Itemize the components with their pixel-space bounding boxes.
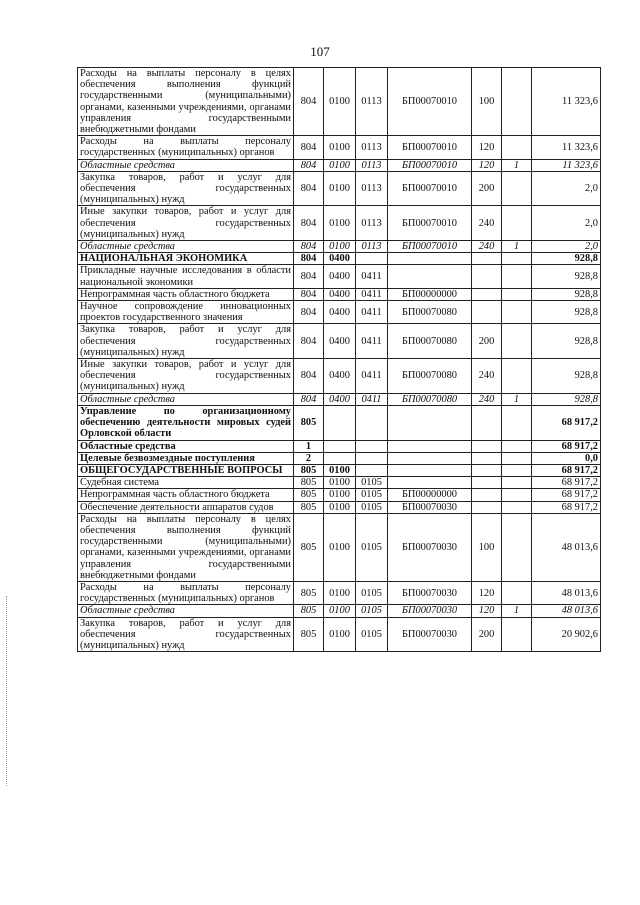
- cell-amount: 928,8: [532, 265, 601, 288]
- cell-grbs: 805: [294, 617, 324, 652]
- cell-source: [502, 265, 532, 288]
- cell-grbs: 805: [294, 581, 324, 604]
- table-row: [78, 440, 601, 452]
- cell-section: 0100: [324, 159, 356, 171]
- cell-amount: 11 323,6: [532, 136, 601, 159]
- cell-expense-type: 120: [472, 136, 502, 159]
- table-row: [78, 605, 601, 617]
- cell-expense-type: 120: [472, 581, 502, 604]
- cell-grbs: 804: [294, 359, 324, 394]
- row-name: Закупка товаров, работ и услуг для обеспечения государственных (муниципальных) нужд: [78, 617, 294, 652]
- cell-subsection: 0411: [356, 265, 388, 288]
- cell-expense-type: [472, 288, 502, 300]
- cell-target-article: БП00070080: [388, 359, 472, 394]
- cell-expense-type: 200: [472, 617, 502, 652]
- cell-amount: 2,0: [532, 241, 601, 253]
- cell-subsection: 0105: [356, 513, 388, 581]
- cell-grbs: 805: [294, 513, 324, 581]
- cell-source: 1: [502, 605, 532, 617]
- row-name: Целевые безвозмездные поступления: [78, 452, 294, 464]
- table-row: [78, 359, 601, 394]
- cell-subsection: 0113: [356, 68, 388, 136]
- cell-subsection: 0113: [356, 159, 388, 171]
- cell-section: 0100: [324, 617, 356, 652]
- cell-target-article: [388, 405, 472, 440]
- row-name: Прикладные научные исследования в области национальной экономики: [78, 265, 294, 288]
- cell-source: [502, 501, 532, 513]
- cell-expense-type: 100: [472, 513, 502, 581]
- cell-target-article: БП00070030: [388, 581, 472, 604]
- cell-subsection: 0105: [356, 581, 388, 604]
- table-row: [78, 68, 601, 136]
- table-row: [78, 617, 601, 652]
- row-name: Расходы на выплаты персоналу государственных (муниципальных) органов: [78, 136, 294, 159]
- cell-target-article: БП00070080: [388, 301, 472, 324]
- cell-grbs: 805: [294, 489, 324, 501]
- cell-target-article: [388, 253, 472, 265]
- cell-amount: 68 917,2: [532, 501, 601, 513]
- cell-source: [502, 171, 532, 206]
- cell-source: [502, 452, 532, 464]
- cell-subsection: 0411: [356, 324, 388, 359]
- cell-source: [502, 288, 532, 300]
- cell-section: 0400: [324, 359, 356, 394]
- table-row: [78, 405, 601, 440]
- cell-target-article: [388, 477, 472, 489]
- cell-source: [502, 581, 532, 604]
- cell-section: 0400: [324, 393, 356, 405]
- cell-section: 0100: [324, 489, 356, 501]
- cell-source: [502, 440, 532, 452]
- cell-expense-type: 240: [472, 241, 502, 253]
- cell-target-article: БП00070010: [388, 241, 472, 253]
- cell-source: [502, 477, 532, 489]
- table-row: [78, 513, 601, 581]
- cell-source: 1: [502, 159, 532, 171]
- table-row: [78, 452, 601, 464]
- scan-edge-marks: [6, 596, 9, 786]
- row-name: Расходы на выплаты персоналу государственных (муниципальных) органов: [78, 581, 294, 604]
- cell-amount: 0,0: [532, 452, 601, 464]
- cell-expense-type: [472, 477, 502, 489]
- cell-amount: 48 013,6: [532, 605, 601, 617]
- cell-amount: 928,8: [532, 359, 601, 394]
- cell-subsection: 0105: [356, 617, 388, 652]
- cell-target-article: БП00070030: [388, 513, 472, 581]
- row-name: Иные закупки товаров, работ и услуг для обеспечения государственных (муниципальных) нужд: [78, 206, 294, 241]
- cell-target-article: БП00070030: [388, 617, 472, 652]
- cell-section: [324, 405, 356, 440]
- cell-expense-type: [472, 464, 502, 476]
- row-name: Областные средства: [78, 393, 294, 405]
- row-name: Расходы на выплаты персоналу в целях обеспечения выполнения функций государственными (муниципальными) органами, казенными учреждениями, органами управления государственными внебюджетными фондами: [78, 68, 294, 136]
- cell-amount: 68 917,2: [532, 405, 601, 440]
- cell-amount: 928,8: [532, 288, 601, 300]
- row-name: Областные средства: [78, 159, 294, 171]
- cell-amount: 20 902,6: [532, 617, 601, 652]
- cell-amount: 48 013,6: [532, 581, 601, 604]
- cell-section: [324, 452, 356, 464]
- cell-section: 0100: [324, 581, 356, 604]
- row-name: Научное сопровождение инновационных проектов государственного значения: [78, 301, 294, 324]
- cell-expense-type: 240: [472, 393, 502, 405]
- cell-subsection: 0105: [356, 489, 388, 501]
- cell-expense-type: 200: [472, 171, 502, 206]
- cell-grbs: 804: [294, 301, 324, 324]
- cell-source: [502, 489, 532, 501]
- cell-section: 0400: [324, 253, 356, 265]
- row-name: Закупка товаров, работ и услуг для обеспечения государственных (муниципальных) нужд: [78, 171, 294, 206]
- cell-subsection: 0105: [356, 477, 388, 489]
- table-row: [78, 489, 601, 501]
- cell-subsection: 0411: [356, 288, 388, 300]
- cell-section: 0100: [324, 464, 356, 476]
- cell-section: 0400: [324, 324, 356, 359]
- cell-grbs: 804: [294, 393, 324, 405]
- cell-expense-type: [472, 301, 502, 324]
- cell-amount: 928,8: [532, 253, 601, 265]
- cell-grbs: 804: [294, 241, 324, 253]
- row-name: Судебная система: [78, 477, 294, 489]
- cell-amount: 68 917,2: [532, 464, 601, 476]
- row-name: Обеспечение деятельности аппаратов судов: [78, 501, 294, 513]
- cell-grbs: 804: [294, 171, 324, 206]
- cell-target-article: БП00070030: [388, 501, 472, 513]
- cell-grbs: 1: [294, 440, 324, 452]
- cell-subsection: [356, 452, 388, 464]
- table-row: [78, 241, 601, 253]
- cell-grbs: 805: [294, 501, 324, 513]
- cell-expense-type: [472, 265, 502, 288]
- cell-grbs: 804: [294, 68, 324, 136]
- cell-section: [324, 440, 356, 452]
- row-name: Областные средства: [78, 241, 294, 253]
- cell-expense-type: [472, 253, 502, 265]
- cell-subsection: 0105: [356, 605, 388, 617]
- cell-source: [502, 206, 532, 241]
- table-row: [78, 288, 601, 300]
- cell-source: [502, 136, 532, 159]
- cell-target-article: БП00070010: [388, 206, 472, 241]
- cell-target-article: БП00070080: [388, 393, 472, 405]
- cell-target-article: [388, 440, 472, 452]
- cell-source: [502, 301, 532, 324]
- cell-subsection: [356, 440, 388, 452]
- row-name: НАЦИОНАЛЬНАЯ ЭКОНОМИКА: [78, 253, 294, 265]
- cell-expense-type: [472, 452, 502, 464]
- cell-target-article: [388, 464, 472, 476]
- row-name: Непрограммная часть областного бюджета: [78, 489, 294, 501]
- cell-subsection: 0105: [356, 501, 388, 513]
- table-row: [78, 206, 601, 241]
- cell-target-article: [388, 452, 472, 464]
- cell-expense-type: 240: [472, 359, 502, 394]
- cell-section: 0100: [324, 513, 356, 581]
- table-row: [78, 324, 601, 359]
- cell-expense-type: 120: [472, 159, 502, 171]
- cell-source: 1: [502, 393, 532, 405]
- cell-section: 0100: [324, 136, 356, 159]
- cell-section: 0100: [324, 171, 356, 206]
- row-name: Областные средства: [78, 605, 294, 617]
- table-row: [78, 253, 601, 265]
- table-row: [78, 136, 601, 159]
- cell-amount: 928,8: [532, 301, 601, 324]
- cell-source: [502, 513, 532, 581]
- cell-target-article: БП00000000: [388, 489, 472, 501]
- cell-amount: 68 917,2: [532, 489, 601, 501]
- cell-expense-type: [472, 489, 502, 501]
- cell-expense-type: [472, 440, 502, 452]
- cell-amount: 2,0: [532, 206, 601, 241]
- cell-subsection: 0113: [356, 241, 388, 253]
- cell-amount: 48 013,6: [532, 513, 601, 581]
- cell-source: 1: [502, 241, 532, 253]
- cell-target-article: БП00070010: [388, 171, 472, 206]
- cell-section: 0100: [324, 241, 356, 253]
- cell-grbs: 805: [294, 464, 324, 476]
- cell-source: [502, 324, 532, 359]
- cell-section: 0100: [324, 206, 356, 241]
- cell-grbs: 804: [294, 206, 324, 241]
- cell-subsection: [356, 464, 388, 476]
- cell-source: [502, 68, 532, 136]
- cell-grbs: 804: [294, 265, 324, 288]
- cell-grbs: 2: [294, 452, 324, 464]
- cell-expense-type: 100: [472, 68, 502, 136]
- row-name: Непрограммная часть областного бюджета: [78, 288, 294, 300]
- cell-amount: 928,8: [532, 324, 601, 359]
- cell-subsection: [356, 405, 388, 440]
- cell-grbs: 805: [294, 477, 324, 489]
- cell-amount: 68 917,2: [532, 440, 601, 452]
- cell-subsection: 0411: [356, 301, 388, 324]
- cell-grbs: 804: [294, 159, 324, 171]
- cell-expense-type: 120: [472, 605, 502, 617]
- cell-expense-type: [472, 501, 502, 513]
- cell-target-article: БП00070010: [388, 136, 472, 159]
- table-row: [78, 265, 601, 288]
- cell-section: 0100: [324, 477, 356, 489]
- cell-subsection: 0113: [356, 206, 388, 241]
- cell-amount: 928,8: [532, 393, 601, 405]
- cell-target-article: БП00000000: [388, 288, 472, 300]
- cell-grbs: 805: [294, 405, 324, 440]
- cell-section: 0100: [324, 605, 356, 617]
- cell-source: [502, 617, 532, 652]
- cell-amount: 68 917,2: [532, 477, 601, 489]
- cell-amount: 2,0: [532, 171, 601, 206]
- table-row: [78, 464, 601, 476]
- page-number: 107: [310, 44, 330, 59]
- cell-expense-type: 200: [472, 324, 502, 359]
- budget-table: [77, 67, 601, 652]
- cell-grbs: 804: [294, 136, 324, 159]
- table-row: [78, 501, 601, 513]
- cell-section: 0400: [324, 265, 356, 288]
- table-row: [78, 159, 601, 171]
- cell-subsection: 0113: [356, 171, 388, 206]
- cell-grbs: 804: [294, 253, 324, 265]
- row-name: Управление по организационному обеспечению деятельности мировых судей Орловской области: [78, 405, 294, 440]
- cell-subsection: 0411: [356, 393, 388, 405]
- cell-grbs: 804: [294, 288, 324, 300]
- cell-section: 0400: [324, 288, 356, 300]
- table-row: [78, 301, 601, 324]
- cell-source: [502, 464, 532, 476]
- cell-source: [502, 359, 532, 394]
- table-row: [78, 393, 601, 405]
- cell-target-article: [388, 265, 472, 288]
- cell-amount: 11 323,6: [532, 159, 601, 171]
- cell-section: 0100: [324, 68, 356, 136]
- cell-target-article: БП00070010: [388, 68, 472, 136]
- cell-source: [502, 405, 532, 440]
- row-name: ОБЩЕГОСУДАРСТВЕННЫЕ ВОПРОСЫ: [78, 464, 294, 476]
- cell-section: 0400: [324, 301, 356, 324]
- cell-expense-type: 240: [472, 206, 502, 241]
- row-name: Расходы на выплаты персоналу в целях обеспечения выполнения функций государственными (муниципальными) органами, казенными учреждениями, органами управления государственными внебюджетными фондами: [78, 513, 294, 581]
- table-row: [78, 581, 601, 604]
- cell-subsection: 0113: [356, 136, 388, 159]
- cell-target-article: БП00070080: [388, 324, 472, 359]
- cell-amount: 11 323,6: [532, 68, 601, 136]
- cell-subsection: 0411: [356, 359, 388, 394]
- table-row: [78, 477, 601, 489]
- cell-section: 0100: [324, 501, 356, 513]
- cell-grbs: 805: [294, 605, 324, 617]
- row-name: Иные закупки товаров, работ и услуг для обеспечения государственных (муниципальных) нужд: [78, 359, 294, 394]
- cell-expense-type: [472, 405, 502, 440]
- cell-subsection: [356, 253, 388, 265]
- cell-source: [502, 253, 532, 265]
- row-name: Закупка товаров, работ и услуг для обеспечения государственных (муниципальных) нужд: [78, 324, 294, 359]
- cell-grbs: 804: [294, 324, 324, 359]
- cell-target-article: БП00070010: [388, 159, 472, 171]
- table-row: [78, 171, 601, 206]
- cell-target-article: БП00070030: [388, 605, 472, 617]
- row-name: Областные средства: [78, 440, 294, 452]
